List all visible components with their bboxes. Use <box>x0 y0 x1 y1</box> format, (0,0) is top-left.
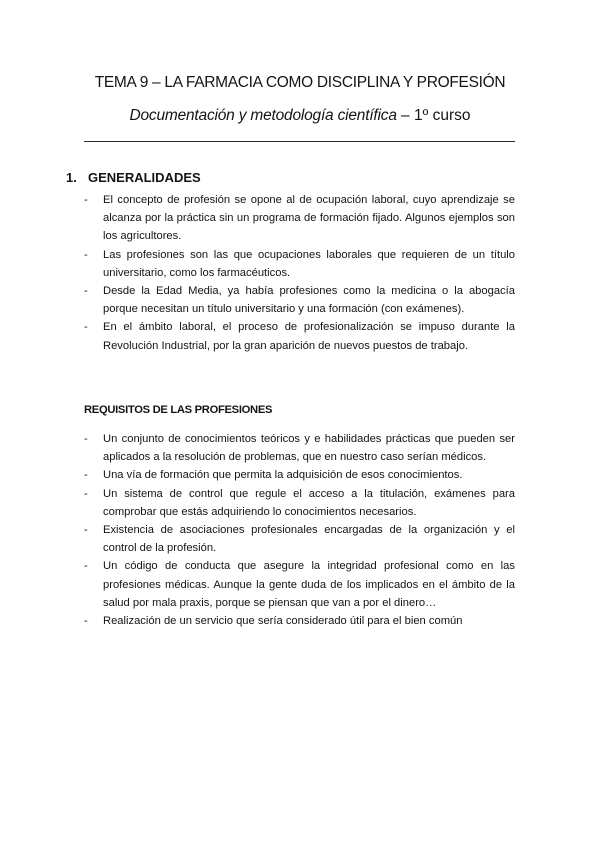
section-title: GENERALIDADES <box>88 170 201 185</box>
title-divider <box>84 141 515 142</box>
list-item-text: Realización de un servicio que sería considerado útil para el bien común <box>103 615 463 628</box>
dash-bullet: - <box>84 615 88 628</box>
list-item <box>84 282 515 318</box>
list-item <box>84 612 515 630</box>
list-item <box>84 521 515 557</box>
dash-bullet: - <box>84 487 88 500</box>
list-item <box>84 557 515 612</box>
subtitle-course-name: Documentación y metodología científica <box>129 107 397 124</box>
section-number: 1. <box>66 170 77 185</box>
list-item <box>84 466 515 484</box>
requisitos-list <box>84 430 515 630</box>
list-item-text: Desde la Edad Media, ya había profesiones como la medicina o la abogacía porque necesitan un título universitario y una formación (con exámenes). <box>103 285 515 316</box>
section-heading-generalidades <box>66 170 201 185</box>
list-item <box>84 246 515 282</box>
dash-bullet: - <box>84 433 88 445</box>
list-item-text: Un código de conducta que asegure la integridad profesional como en las profesiones médicas. Aunque la gente duda de los implicados en el ámbito de la salud por mala praxis, porque se piensan que van a por el dinero… <box>103 560 515 609</box>
list-item <box>84 485 515 521</box>
list-item-text: Una vía de formación que permita la adquisición de esos conocimientos. <box>103 469 463 482</box>
subtitle-course-year: – 1º curso <box>396 107 471 124</box>
dash-bullet: - <box>84 321 88 334</box>
dash-bullet: - <box>84 469 88 482</box>
list-item-text: Un conjunto de conocimientos teóricos y e habilidades prácticas que pueden ser aplicados a la resolución de problemas, que en nuestro caso serían médicos. <box>103 433 515 464</box>
list-item-text: El concepto de profesión se opone al de ocupación laboral, cuyo aprendizaje se alcanza por la práctica sin un programa de formación fijado. Algunos ejemplos son los agricultores. <box>103 194 515 243</box>
dash-bullet: - <box>84 524 88 537</box>
list-item-text: Existencia de asociaciones profesionales encargadas de la organización y el control de la profesión. <box>103 524 515 555</box>
dash-bullet: - <box>84 248 88 261</box>
dash-bullet: - <box>84 194 88 206</box>
list-item <box>84 191 515 246</box>
document-title: TEMA 9 – LA FARMACIA COMO DISCIPLINA Y PROFESIÓN <box>94 74 506 91</box>
list-item <box>84 318 515 354</box>
document-subtitle <box>0 107 600 125</box>
list-item-text: Un sistema de control que regule el acceso a la titulación, exámenes para comprobar que estás adquiriendo lo conocimientos necesarios. <box>103 487 515 518</box>
dash-bullet: - <box>84 285 88 298</box>
list-item-text: En el ámbito laboral, el proceso de profesionalización se impuso durante la Revolución Industrial, por la gran aparición de nuevos puestos de trabajo. <box>103 321 515 352</box>
dash-bullet: - <box>84 560 88 573</box>
subsection-heading-requisitos: REQUISITOS DE LAS PROFESIONES <box>84 404 273 416</box>
list-item <box>84 430 515 466</box>
generalidades-list <box>84 191 515 355</box>
list-item-text: Las profesiones son las que ocupaciones laborales que requieren de un título universitario, como los farmacéuticos. <box>103 248 515 279</box>
